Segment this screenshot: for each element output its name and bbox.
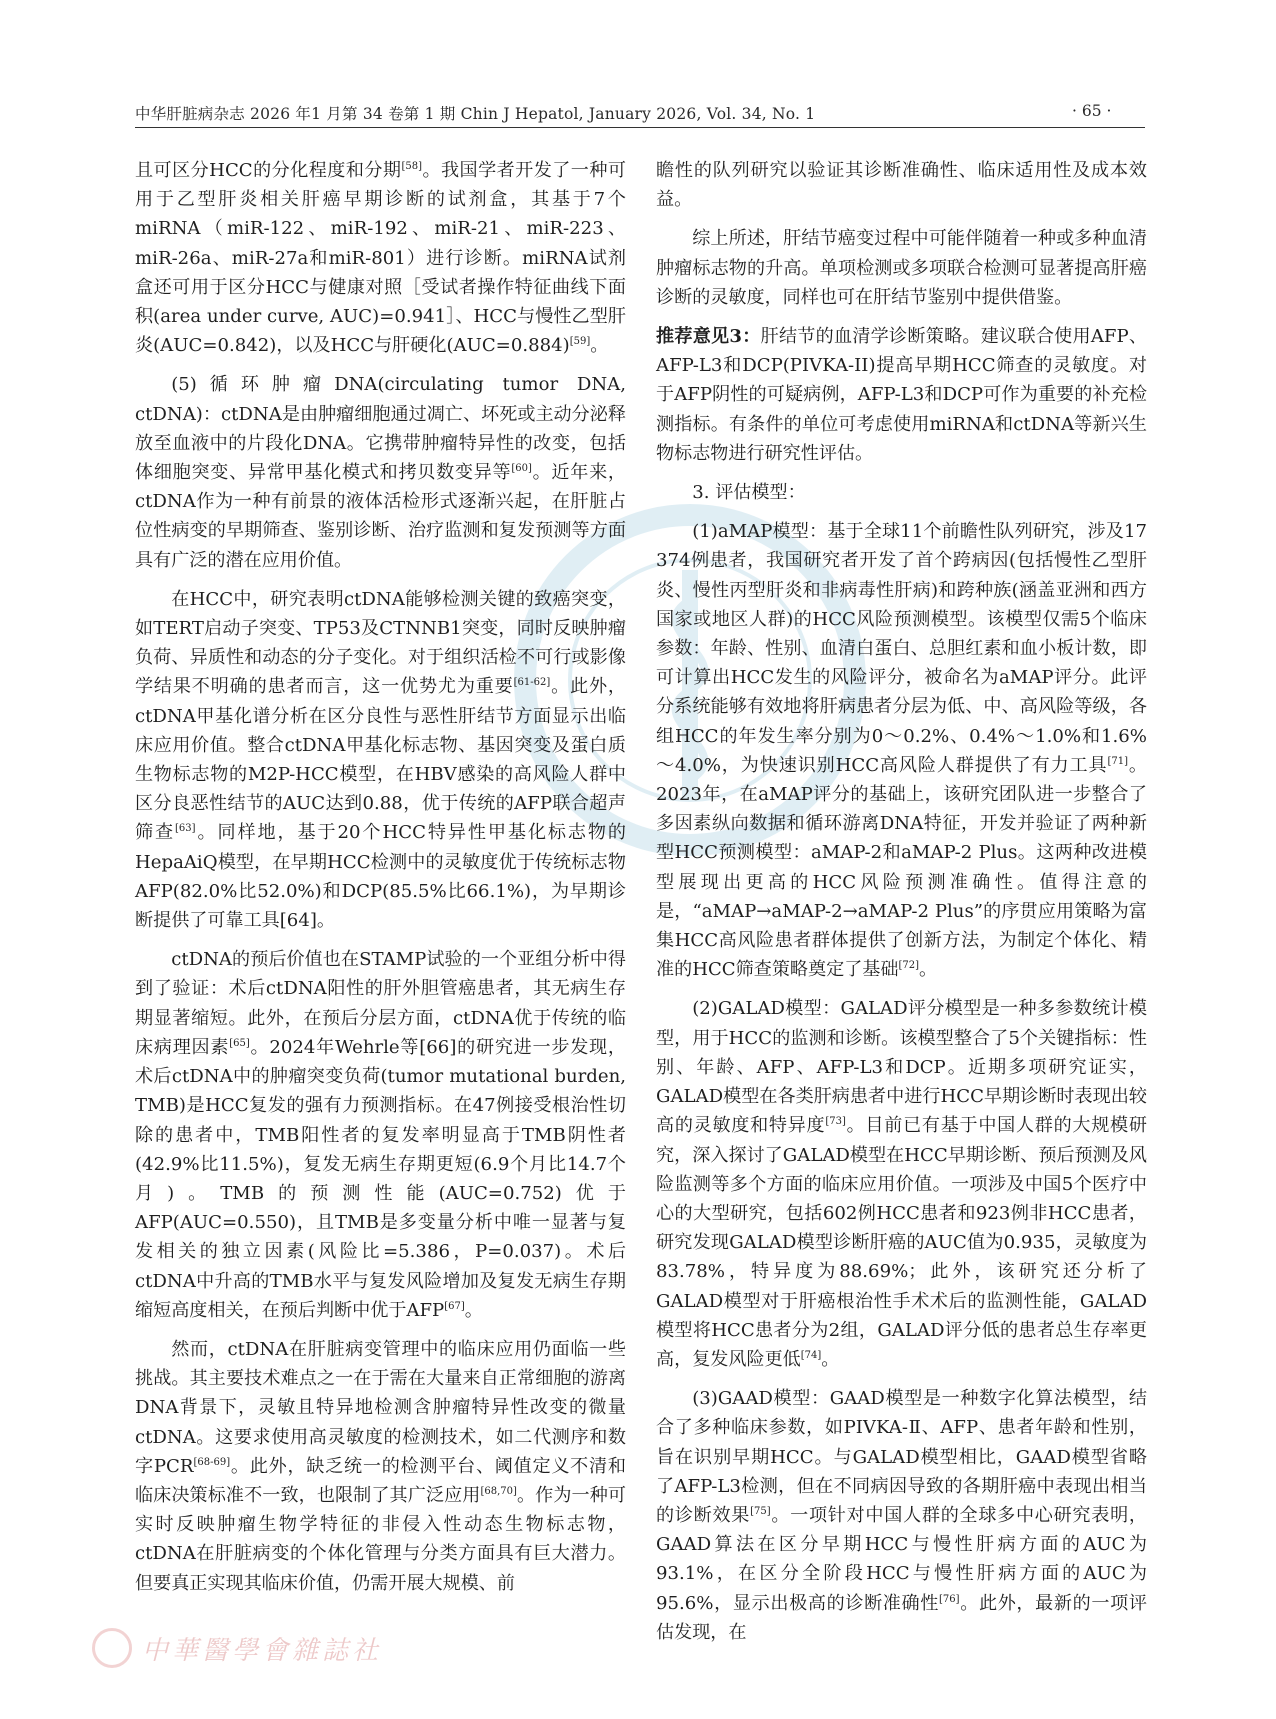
publisher-seal-icon — [92, 1628, 132, 1668]
publisher-logo-text: 中華醫學會雜誌社 — [142, 1635, 383, 1666]
paragraph: (5)循环肿瘤DNA(circulating tumor DNA, ctDNA)：ctDNA是由肿瘤细胞通过凋亡、坏死或主动分泌释放至血液中的片段化DNA。它携带肿瘤特异性的改变，包括体细胞突变、异常甲基化模式和拷贝数变异等[60]。近年来，ctDNA作为一种有前景的液体活检形式逐渐兴起，在肝脏占位性病变的早期筛查、鉴别诊断、治疗监测和复发预测等方面具有广泛的潜在应用价值。 — [135, 374, 626, 571]
paragraph: 综上所述，肝结节癌变过程中可能伴随着一种或多种血清肿瘤标志物的升高。单项检测或多项联合检测可显著提高肝癌诊断的灵敏度，同样也可在肝结节鉴别中提供借鉴。 — [656, 228, 1147, 308]
paragraph: 瞻性的队列研究以验证其诊断准确性、临床适用性及成本效益。 — [656, 160, 1147, 211]
recommendation-label: 推荐意见3： — [656, 326, 761, 348]
paragraph: 且可区分HCC的分化程度和分期[58]。我国学者开发了一种可用于乙型肝炎相关肝癌早期诊断的试剂盒，其基于7个miRNA（miR-122、miR-192、miR-21、miR-223、miR-26a、miR-27a和miR-801）进行诊断。miRNA试剂盒还可用于区分HCC与健康对照［受试者操作特征曲线下面积(area under curve, AUC)=0.941］、HCC与慢性乙型肝炎(AUC=0.842)，以及HCC与肝硬化(AUC=0.884)[59]。 — [135, 160, 626, 357]
running-head: 中华肝脏病杂志 2026 年1 月第 34 卷第 1 期 Chin J Hepatol, January 2026, Vol. 34, No. 1 — [135, 105, 816, 123]
paragraph: 在HCC中，研究表明ctDNA能够检测关键的致癌突变，如TERT启动子突变、TP53及CTNNB1突变，同时反映肿瘤负荷、异质性和动态的分子变化。对于组织活检不可行或影像学结果不明确的患者而言，这一优势尤为重要[61-62]。此外，ctDNA甲基化谱分析在区分良性与恶性肝结节方面显示出临床应用价值。整合ctDNA甲基化标志物、基因突变及蛋白质生物标志物的M2P-HCC模型，在HBV感染的高风险人群中区分良恶性结节的AUC达到0.88，优于传统的AFP联合超声筛查[63]。同样地，基于20个HCC特异性甲基化标志物的HepaAiQ模型，在早期HCC检测中的灵敏度优于传统标志物AFP(82.0%比52.0%)和DCP(85.5%比66.1%)，为早期诊断提供了可靠工具[64]。 — [135, 588, 626, 932]
section-heading: 3. 评估模型： — [692, 482, 806, 504]
recommendation-paragraph: 推荐意见3：肝结节的血清学诊断策略。建议联合使用AFP、AFP-L3和DCP(PIVKA-II)提高早期HCC筛查的灵敏度。对于AFP阴性的可疑病例，AFP-L3和DCP可作为重要的补充检测指标。有条件的单位可考虑使用miRNA和ctDNA等新兴生物标志物进行研究性评估。 — [656, 326, 1148, 464]
paragraph: (2)GALAD模型：GALAD评分模型是一种多参数统计模型，用于HCC的监测和诊断。该模型整合了5个关键指标：性别、年龄、AFP、AFP-L3和DCP。近期多项研究证实，GALAD模型在各类肝病患者中进行HCC早期诊断时表现出较高的灵敏度和特异度[73]。目前已有基于中国人群的大规模研究，深入探讨了GALAD模型在HCC早期诊断、预后预测及风险监测等多个方面的临床应用价值。一项涉及中国5个医疗中心的大型研究，包括602例HCC患者和923例非HCC患者，研究发现GALAD模型诊断肝癌的AUC值为0.935，灵敏度为83.78%，特异度为88.69%；此外，该研究还分析了GALAD模型对于肝癌根治性手术术后的监测性能，GALAD模型将HCC患者分为2组，GALAD评分低的患者总生存率更高，复发风险更低[74]。 — [656, 998, 1147, 1370]
paragraph: (3)GAAD模型：GAAD模型是一种数字化算法模型，结合了多种临床参数，如PIVKA-Ⅱ、AFP、患者年龄和性别，旨在识别早期HCC。与GALAD模型相比，GAAD模型省略了AFP-L3检测，但在不同病因导致的各期肝癌中表现出相当的诊断效果[75]。一项针对中国人群的全球多中心研究表明，GAAD算法在区分早期HCC与慢性肝病方面的AUC为93.1%，在区分全阶段HCC与慢性肝病方面的AUC为95.6%，显示出极高的诊断准确性[76]。此外，最新的一项评估发现，在 — [656, 1388, 1147, 1643]
page-number: · 65 · — [1072, 102, 1112, 120]
paragraph: ctDNA的预后价值也在STAMP试验的一个亚组分析中得到了验证：术后ctDNA阳性的肝外胆管癌患者，其无病生存期显著缩短。此外，在预后分层方面，ctDNA优于传统的临床病理因素[65]。2024年Wehrle等[66]的研究进一步发现，术后ctDNA中的肿瘤突变负荷(tumor mutational burden, TMB)是HCC复发的强有力预测指标。在47例接受根治性切除的患者中，TMB阳性者的复发率明显高于TMB阴性者(42.9%比11.5%)，复发无病生存期更短(6.9个月比14.7个月)。TMB的预测性能(AUC=0.752)优于AFP(AUC=0.550)，且TMB是多变量分析中唯一显著与复发相关的独立因素(风险比=5.386，P=0.037)。术后ctDNA中升高的TMB水平与复发风险增加及复发无病生存期缩短高度相关，在预后判断中优于AFP[67]。 — [135, 949, 626, 1321]
publisher-logo — [92, 1625, 592, 1671]
right-column — [656, 156, 1147, 1657]
header-rule — [135, 127, 1145, 128]
left-column — [135, 156, 626, 1608]
paragraph: 然而，ctDNA在肝脏病变管理中的临床应用仍面临一些挑战。其主要技术难点之一在于需在大量来自正常细胞的游离DNA背景下，灵敏且特异地检测含肿瘤特异性改变的微量ctDNA。这要求使用高灵敏度的检测技术，如二代测序和数字PCR[68-69]。此外，缺乏统一的检测平台、阈值定义不清和临床决策标准不一致，也限制了其广泛应用[68,70]。作为一种可实时反映肿瘤生物学特征的非侵入性动态生物标志物，ctDNA在肝脏病变的个体化管理与分类方面具有巨大潜力。但要真正实现其临床价值，仍需开展大规模、前 — [135, 1338, 626, 1594]
paragraph: (1)aMAP模型：基于全球11个前瞻性队列研究，涉及17 374例患者，我国研究者开发了首个跨病因(包括慢性乙型肝炎、慢性丙型肝炎和非病毒性肝病)和跨种族(涵盖亚洲和西方国家或地区人群)的HCC风险预测模型。该模型仅需5个临床参数：年龄、性别、血清白蛋白、总胆红素和血小板计数，即可计算出HCC发生的风险评分，被命名为aMAP评分。此评分系统能够有效地将肝病患者分层为低、中、高风险等级，各组HCC的年发生率分别为0～0.2%、0.4%～1.0%和1.6%～4.0%，为快速识别HCC高风险人群提供了有力工具[71]。2023年，在aMAP评分的基础上，该研究团队进一步整合了多因素纵向数据和循环游离DNA特征，开发并验证了两种新型HCC预测模型：aMAP-2和aMAP-2 Plus。这两种改进模型展现出更高的HCC风险预测准确性。值得注意的是，“aMAP→aMAP-2→aMAP-2 Plus”的序贯应用策略为富集HCC高风险患者群体提供了创新方法，为制定个体化、精准的HCC筛查策略奠定了基础[72]。 — [656, 521, 1147, 981]
